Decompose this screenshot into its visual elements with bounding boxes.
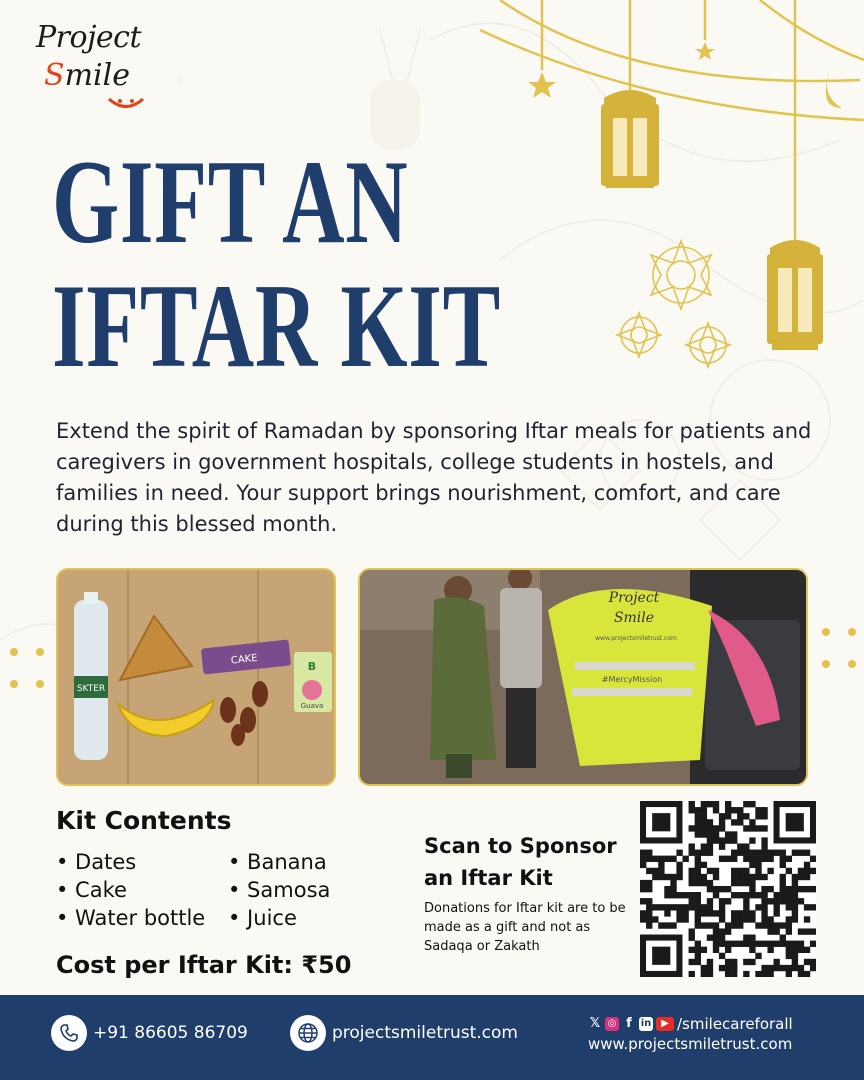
social-links	[588, 1014, 818, 1054]
juice-icon	[294, 652, 332, 712]
logo-letter-s: S	[44, 58, 65, 93]
list-item: • Juice	[228, 906, 297, 930]
juice-flavor: Guava	[300, 702, 324, 710]
social-handle[interactable]: /smilecareforall	[677, 1015, 793, 1033]
water-label: SKTER	[76, 684, 106, 694]
list-item: • Cake	[56, 878, 127, 902]
vest-text-smile: Smile	[613, 610, 655, 626]
social-website[interactable]: www.projectsmiletrust.com	[588, 1035, 793, 1053]
logo-letter-rest: mile	[64, 58, 130, 93]
list-item: • Banana	[228, 850, 327, 874]
kit-contents-list	[56, 850, 356, 930]
decorative-dots	[4, 644, 52, 694]
youtube-icon[interactable]: ▶	[656, 1017, 674, 1031]
phone-contact[interactable]	[51, 1015, 248, 1051]
distribution-illustration	[360, 570, 808, 786]
list-item: • Dates	[56, 850, 137, 874]
distribution-photo	[358, 568, 808, 786]
list-item: • Water bottle	[56, 906, 206, 930]
qr-code[interactable]	[640, 801, 816, 977]
logo-text-project: Project	[36, 20, 142, 55]
facebook-icon[interactable]: f	[626, 1016, 632, 1031]
headline	[52, 135, 501, 392]
vest-text-tag: #MercyMission	[601, 675, 663, 684]
cake-label: CAKE	[230, 652, 259, 667]
cost-per-kit: Cost per Iftar Kit: ₹50	[56, 951, 352, 979]
logo-text-smile	[44, 58, 130, 93]
phone-icon	[51, 1015, 87, 1051]
scan-title: Scan to Sponsor an Iftar Kit	[424, 834, 617, 890]
intro-paragraph: Extend the spirit of Ramadan by sponsoring Iftar meals for patients and caregivers in government hospitals, college students in hostels, and families in need. Your support brings nourishment, comfort, and care during this blessed month.	[56, 419, 812, 536]
decorative-dots-right	[812, 624, 864, 674]
phone-number: +91 86605 86709	[93, 1023, 248, 1043]
instagram-icon[interactable]: ◎	[605, 1017, 619, 1031]
headline-line2: IFTAR KIT	[52, 259, 501, 392]
footer	[0, 995, 864, 1080]
kit-contents-title: Kit Contents	[56, 806, 232, 835]
water-bottle-icon	[74, 592, 108, 760]
smile-icon	[106, 96, 146, 112]
person-man-icon	[500, 570, 542, 768]
donation-note: Donations for Iftar kit are to be made as a gift and not as Sadaqa or Zakath	[424, 901, 626, 954]
kit-photo	[56, 568, 336, 786]
globe-icon	[290, 1015, 326, 1051]
linkedin-icon[interactable]: in	[640, 1018, 652, 1029]
headline-line1: GIFT AN	[52, 135, 409, 268]
juice-label: B	[307, 660, 317, 673]
vest-text-url: www.projectsmiletrust.com	[595, 635, 677, 642]
project-smile-logo	[14, 12, 164, 112]
list-item: • Samosa	[228, 878, 331, 902]
website-text: projectsmiletrust.com	[332, 1023, 518, 1043]
x-icon[interactable]: 𝕏	[589, 1016, 601, 1031]
website-link[interactable]	[290, 1015, 518, 1051]
mandala-ornaments	[605, 235, 745, 375]
vest-text-project: Project	[608, 590, 660, 606]
kit-illustration	[58, 570, 336, 786]
